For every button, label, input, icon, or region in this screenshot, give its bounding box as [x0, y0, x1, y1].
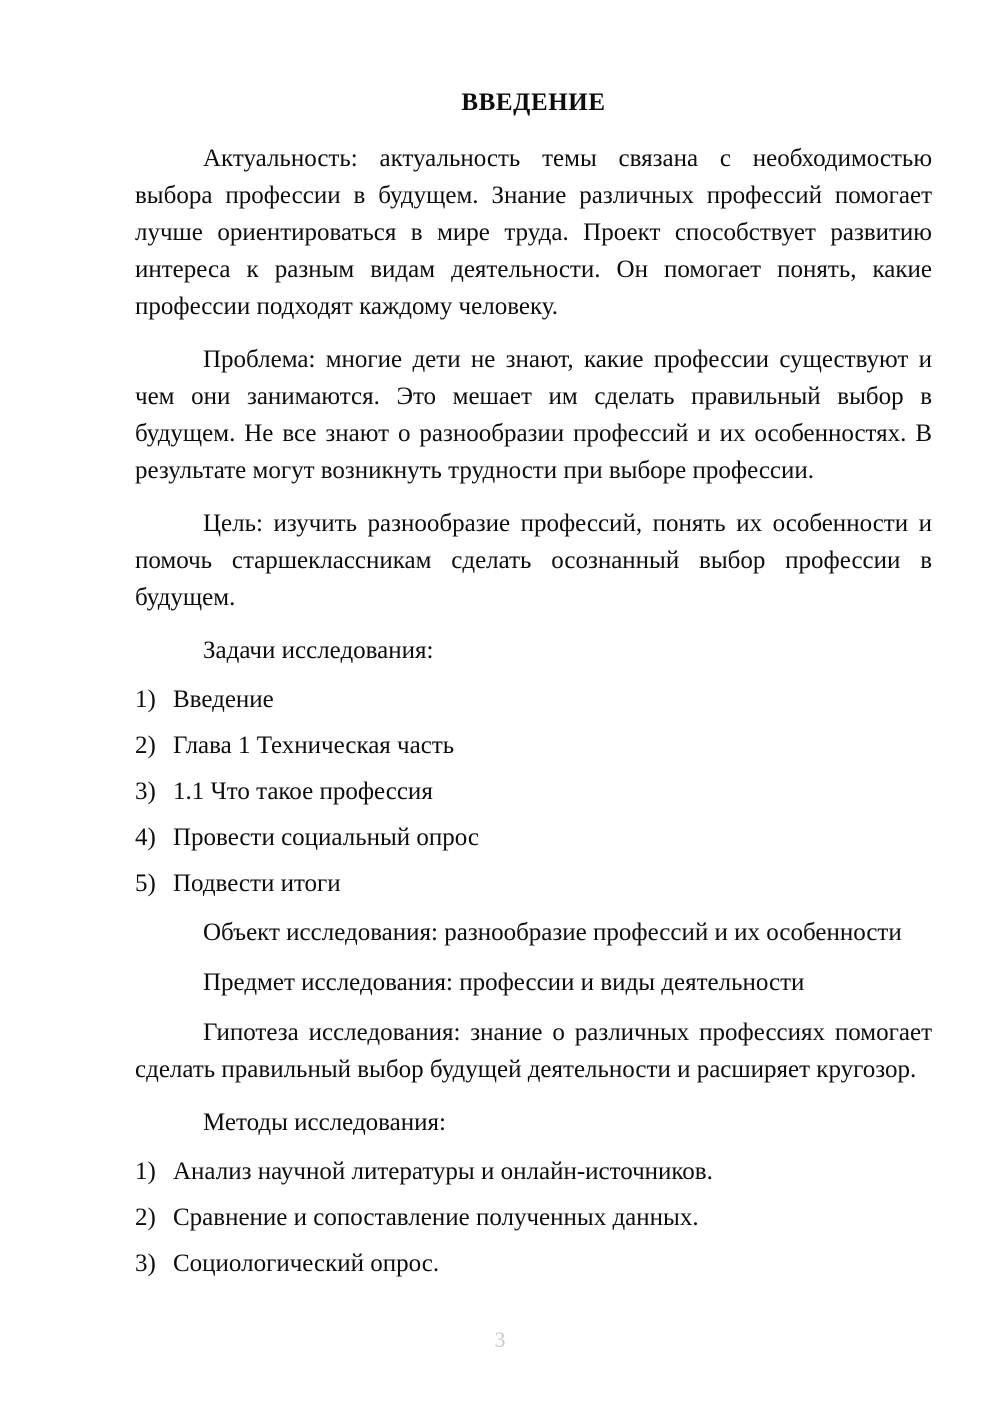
tasks-list [135, 681, 932, 902]
methods-list [135, 1153, 932, 1282]
list-item-label: Введение [173, 686, 274, 713]
document-body [135, 86, 932, 1294]
research-object: Объект исследования: разнообразие профессий и их особенности [203, 919, 902, 946]
list-item-label: Сравнение и сопоставление полученных данных. [173, 1204, 699, 1231]
paragraph-problem: Проблема: многие дети не знают, какие профессии существуют и чем они занимаются. Это мешает им сделать правильный выбор в будущем. Не все знают о разнообразии профессий и их особенностях. В результате могут возникнуть трудности при выборе профессии. [135, 346, 932, 484]
list-item-label: Подвести итоги [173, 870, 341, 897]
list-item-marker: 2) [135, 1204, 156, 1231]
list-item-marker: 4) [135, 824, 156, 851]
research-hypothesis: Гипотеза исследования: знание о различных профессиях помогает сделать правильный выбор будущей деятельности и расширяет кругозор. [135, 1019, 932, 1083]
research-subject: Предмет исследования: профессии и виды деятельности [203, 969, 805, 996]
page-title: ВВЕДЕНИЕ [461, 89, 606, 116]
list-item [135, 727, 932, 764]
list-item-marker: 1) [135, 686, 156, 713]
tasks-heading: Задачи исследования: [203, 637, 434, 664]
methods-heading: Методы исследования: [203, 1109, 446, 1136]
paragraph-relevance: Актуальность: актуальность темы связана с необходимостью выбора профессии в будущем. Знание различных профессий помогает лучше ориентироваться в мире труда. Проект способствует развитию интереса к разным видам деятельности. Он помогает понять, какие профессии подходят каждому человеку. [135, 145, 932, 320]
list-item [135, 1199, 932, 1236]
list-item-label: Социологический опрос. [173, 1250, 440, 1277]
list-item [135, 681, 932, 718]
list-item-label: Глава 1 Техническая часть [173, 732, 455, 759]
list-item-marker: 5) [135, 870, 156, 897]
list-item [135, 865, 932, 902]
page-number-footer: 3 [494, 1327, 506, 1352]
list-item-marker: 3) [135, 1250, 156, 1277]
list-item-label: 1.1 Что такое профессия [173, 778, 433, 805]
paragraph-goal: Цель: изучить разнообразие профессий, понять их особенности и помочь старшеклассникам сделать осознанный выбор профессии в будущем. [135, 510, 932, 611]
list-item-marker: 1) [135, 1158, 156, 1185]
list-item [135, 1245, 932, 1282]
list-item-marker: 2) [135, 732, 156, 759]
list-item [135, 773, 932, 810]
list-item [135, 1153, 932, 1190]
list-item-label: Провести социальный опрос [173, 824, 480, 851]
list-item-label: Анализ научной литературы и онлайн-источников. [173, 1158, 713, 1185]
list-item [135, 819, 932, 856]
list-item-marker: 3) [135, 778, 156, 805]
